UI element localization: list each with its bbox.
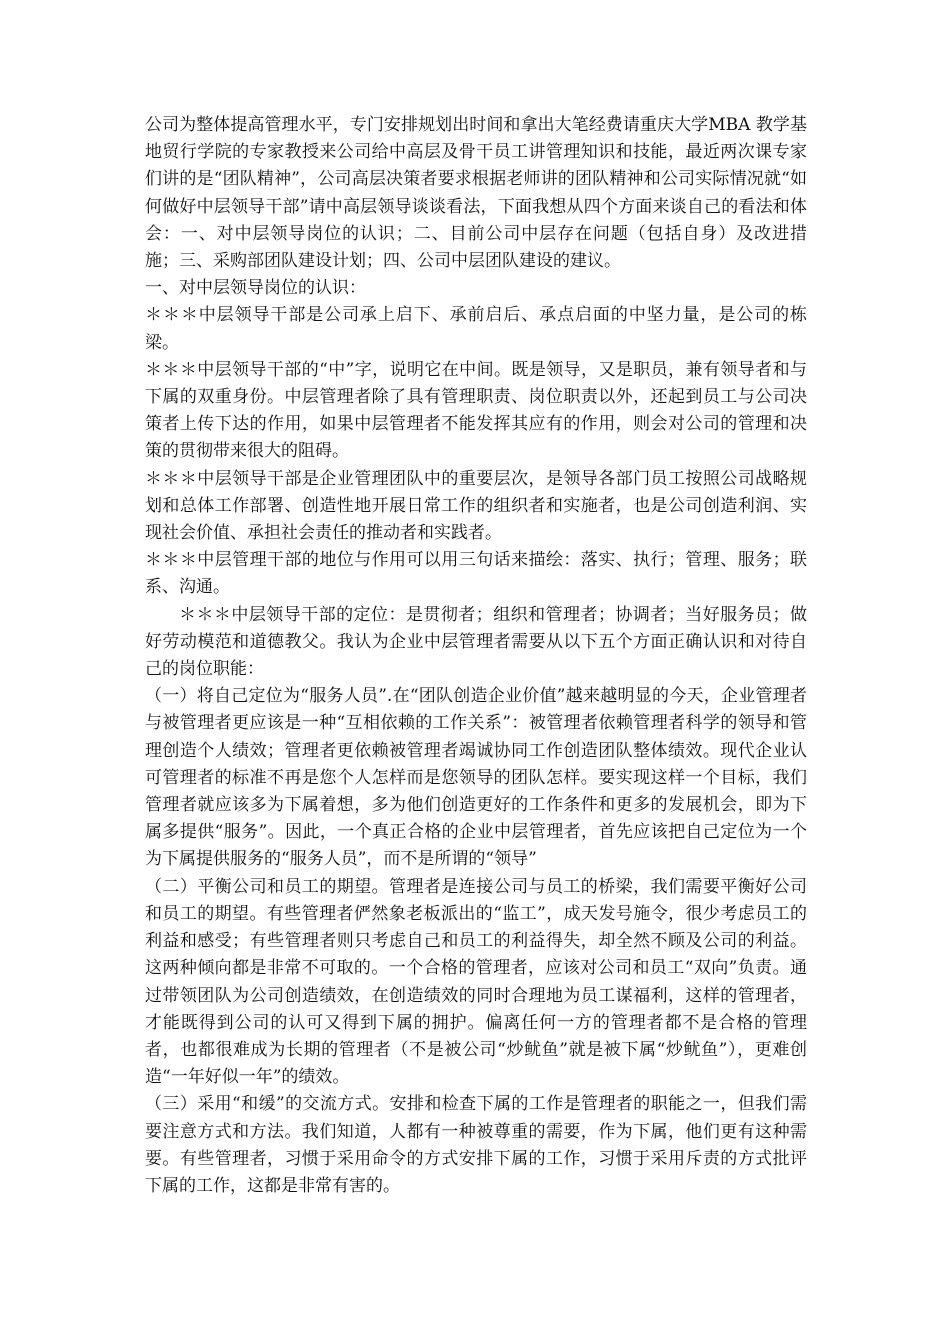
document-body <box>145 112 807 1200</box>
body-paragraph: ＊＊＊中层领导干部的定位：是贯彻者；组织和管理者；协调者；当好服务员；做好劳动模范和道德教父。我认为企业中层管理者需要从以下五个方面正确认识和对待自己的岗位职能： <box>145 604 807 680</box>
body-paragraph: （一）将自己定位为“服务人员”.在“团队创造企业价值”越来越明显的今天，企业管理者与被管理者更应该是一种“互相依赖的工作关系”：被管理者依赖管理者科学的领导和管理创造个人绩效；管理者更依赖被管理者竭诚协同工作创造团队整体绩效。现代企业认可管理者的标准不再是您个人怎样而是您领导的团队怎样。要实现这样一个目标，我们管理者就应该多为下属着想，多为他们创造更好的工作条件和更多的发展机会，即为下属多提供“服务”。因此，一个真正合格的企业中层管理者，首先应该把自己定位为一个为下属提供服务的“服务人员”，而不是所谓的“领导” <box>145 686 807 870</box>
body-paragraph: （二）平衡公司和员工的期望。管理者是连接公司与员工的桥梁，我们需要平衡好公司和员工的期望。有些管理者俨然象老板派出的“监工”，成天发号施令，很少考虑员工的利益和感受；有些管理者则只考虑自己和员工的利益得失，却全然不顾及公司的利益。这两种倾向都是非常不可取的。一个合格的管理者，应该对公司和员工“双向”负责。通过带领团队为公司创造绩效，在创造绩效的同时合理地为员工谋福利，这样的管理者，才能既得到公司的认可又得到下属的拥护。偏离任何一方的管理者都不是合格的管理者，也都很难成为长期的管理者（不是被公司“炒鱿鱼”就是被下属“炒鱿鱼”），更难创造“一年好似一年”的绩效。 <box>145 876 807 1088</box>
body-paragraph: ＊＊＊中层领导干部是企业管理团队中的重要层次，是领导各部门员工按照公司战略规划和总体工作部署、创造性地开展日常工作的组织者和实施者，也是公司创造利润、实现社会价值、承担社会责任的推动者和实践者。 <box>145 468 807 544</box>
body-paragraph: ＊＊＊中层领导干部是公司承上启下、承前启后、承点启面的中坚力量，是公司的栋梁。 <box>145 305 807 353</box>
body-paragraph: ＊＊＊中层管理干部的地位与作用可以用三句话来描绘：落实、执行；管理、服务；联系、沟通。 <box>145 550 807 598</box>
section-heading: 一、对中层领导岗位的认识： <box>145 278 366 299</box>
body-paragraph: ＊＊＊中层领导干部的“中”字，说明它在中间。既是领导，又是职员，兼有领导者和与下属的双重身份。中层管理者除了具有管理职责、岗位职责以外，还起到员工与公司决策者上传下达的作用，如果中层管理者不能发挥其应有的作用，则会对公司的管理和决策的贯彻带来很大的阻碍。 <box>145 359 807 462</box>
intro-paragraph: 公司为整体提高管理水平，专门安排规划出时间和拿出大笔经费请重庆大学MBA 教学基地贸行学院的专家教授来公司给中高层及骨干员工讲管理知识和技能，最近两次课专家们讲的是“团队精神”，公司高层决策者要求根据老师讲的团队精神和公司实际情况就“如何做好中层领导干部”请中高层领导谈谈看法，下面我想从四个方面来谈自己的看法和体会：一、对中层领导岗位的认识；二、目前公司中层存在问题（包括自身）及改进措施；三、采购部团队建设计划；四、公司中层团队建设的建议。 <box>145 115 807 272</box>
body-paragraph: （三）采用“和缓”的交流方式。安排和检查下属的工作是管理者的职能之一，但我们需要注意方式和方法。我们知道，人都有一种被尊重的需要，作为下属，他们更有这种需要。有些管理者，习惯于采用命令的方式安排下属的工作，习惯于采用斥责的方式批评下属的工作，这都是非常有害的。 <box>145 1094 807 1196</box>
